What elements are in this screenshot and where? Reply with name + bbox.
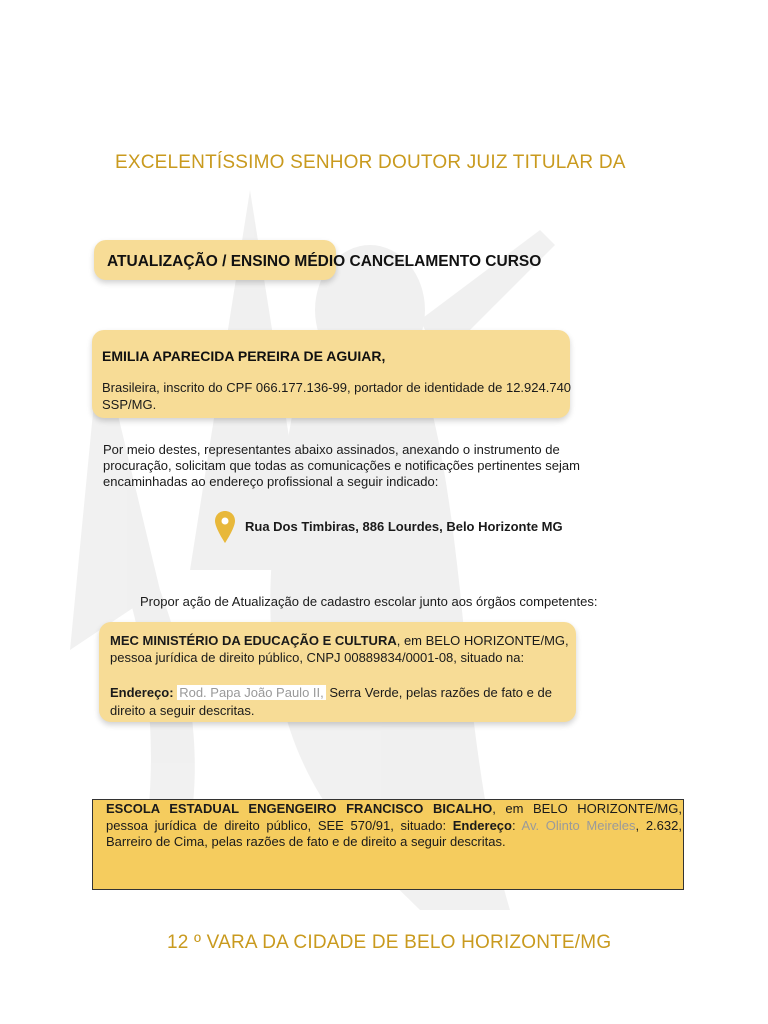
school-description: , em BELO HORIZONTE/MG, pessoa jurídica de direito público, SEE 570/91, situado: bbox=[106, 801, 682, 833]
header-title: EXCELENTÍSSIMO SENHOR DOUTOR JUIZ TITULAR DA bbox=[115, 152, 626, 173]
defendant-address bbox=[110, 684, 578, 720]
map-pin-icon bbox=[214, 510, 236, 544]
school-details: ESCOLA ESTADUAL ENGENGEIRO FRANCISCO BICALHO, em BELO HORIZONTE/MG, pessoa jurídica de direito público, SEE 570/91, situado: Endereço: Av. Olinto Meireles, 2.632, Barreiro de Cima, pelas razões de fato e de direito a seguir descritas. bbox=[106, 801, 682, 849]
defendant-name: MEC MINISTÉRIO DA EDUCAÇÃO E CULTURA bbox=[110, 633, 397, 648]
defendant-address-rest: Serra Verde, pelas razões de fato e de direito a seguir descritas. bbox=[110, 685, 552, 718]
representation-paragraph: Por meio destes, representantes abaixo assinados, anexando o instrumento de procuração, solicitam que todas as comunicações e notificações pertinentes sejam encaminhadas ao endereço profissional a seguir indicado: bbox=[103, 442, 580, 489]
court-footer: 12 º VARA DA CIDADE DE BELO HORIZONTE/MG bbox=[167, 932, 612, 953]
school-address-value: Av. Olinto Meireles bbox=[521, 817, 636, 833]
school-address-label: Endereço bbox=[452, 817, 512, 833]
office-address: Rua Dos Timbiras, 886 Lourdes, Belo Horizonte MG bbox=[245, 519, 563, 534]
plaintiff-details: Brasileira, inscrito do CPF 066.177.136-99, portador de identidade de 12.924.740 SSP/MG. bbox=[102, 380, 572, 412]
school-address-rest: , 2.632, Barreiro de Cima, pelas razões de fato e de direito a seguir descritas. bbox=[106, 817, 682, 849]
plaintiff-name: EMILIA APARECIDA PEREIRA DE AGUIAR, bbox=[102, 348, 386, 364]
action-statement: Propor ação de Atualização de cadastro escolar junto aos órgãos competentes: bbox=[140, 594, 598, 609]
defendant-address-label: Endereço: bbox=[110, 685, 174, 700]
subject-text: ATUALIZAÇÃO / ENSINO MÉDIO CANCELAMENTO CURSO bbox=[107, 253, 542, 270]
defendant-address-value: Rod. Papa João Paulo II, bbox=[179, 685, 324, 700]
school-name: ESCOLA ESTADUAL ENGENGEIRO FRANCISCO BICALHO bbox=[106, 801, 493, 816]
defendant-details bbox=[110, 632, 578, 666]
defendant-description: , em BELO HORIZONTE/MG, pessoa jurídica de direito público, CNPJ 00889834/0001-08, situado na: bbox=[110, 633, 569, 665]
